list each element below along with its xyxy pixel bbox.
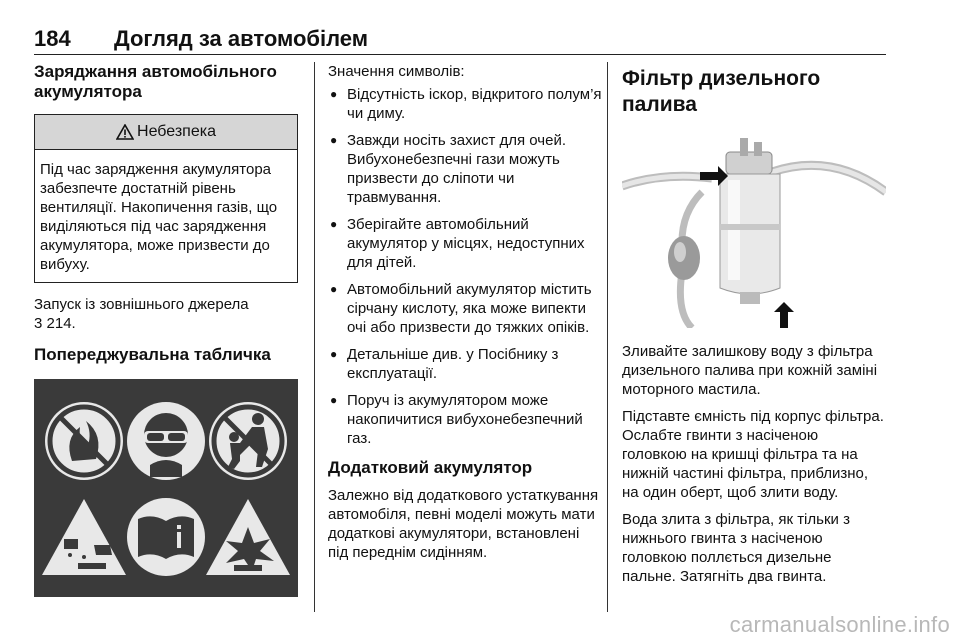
no-flame-icon	[45, 402, 123, 480]
diesel-filter-text-1: Зливайте залишкову воду з фільтра дизельного палива при кожній заміні моторного мастила.	[622, 343, 878, 398]
diesel-filter-image	[622, 132, 886, 328]
section-heading-warning-plate: Попереджувальна табличка	[34, 345, 271, 364]
read-manual-icon	[127, 498, 205, 576]
diesel-filter-text-2: Підставте ємність під корпус фільтра. Ослабте гвинти з насіченою головкою на кришці фільтра та на нижній частині фільтра, приблизно, на один оберт, щоб злити воду.	[622, 408, 884, 501]
jump-start-text: Запуск із зовнішнього джерела	[34, 296, 249, 313]
list-item: ● Детальніше див. у Посібнику з експлуатації.	[328, 345, 602, 383]
danger-box-text: Під час зарядження акумулятора забезпечте достатній рівень вентиляції. Накопичення газів, що виділяються під час зарядження акумулятора, може призвести до вибуху.	[40, 161, 278, 273]
section-heading-extra-battery: Додатковий акумулятор	[328, 458, 533, 477]
danger-box	[34, 114, 298, 283]
section-heading-diesel-filter: Фільтр дизельного палива	[622, 67, 821, 116]
page-header	[34, 20, 886, 55]
symbols-list	[328, 85, 602, 448]
column-middle	[328, 62, 602, 562]
symbols-intro: Значення символів:	[328, 63, 465, 80]
danger-box-title: Небезпека	[137, 123, 216, 140]
warning-plate-image	[34, 379, 298, 597]
list-item: ● Поруч із акумулятором може накопичитися вибухонебезпечний газ.	[328, 391, 602, 448]
warning-triangle-icon	[116, 124, 134, 140]
page-title: Догляд за автомобілем	[114, 26, 369, 51]
list-item: ● Зберігайте автомобільний акумулятор у місцях, недоступних для дітей.	[328, 215, 602, 272]
section-heading-battery-charging: Заряджання автомобільного акумулятора	[34, 62, 277, 101]
list-item: ● Автомобільний акумулятор містить сірчану кислоту, яка може випекти очі або призвести до тяжких опіків.	[328, 280, 602, 337]
column-right	[622, 62, 886, 586]
page-number: 184	[34, 26, 71, 51]
column-left	[34, 62, 298, 597]
extra-battery-text: Залежно від додаткового устаткування автомобіля, певні моделі можуть мати додаткові акумулятори, встановлені під переднім сидінням.	[328, 487, 599, 561]
keep-away-from-children-icon	[209, 402, 287, 480]
watermark: carmanualsonline.info	[729, 612, 950, 637]
diesel-filter-text-3: Вода злита з фільтра, як тільки з нижнього гвинта з насіченою головкою поллється дизельне пальне. Затягніть два гвинта.	[622, 511, 850, 585]
eye-protection-icon	[127, 402, 205, 480]
danger-box-header	[35, 115, 297, 150]
list-item: ● Завжди носіть захист для очей. Вибухонебезпечні гази можуть призвести до сліпоти чи травмування.	[328, 131, 602, 207]
list-item: ● Відсутність іскор, відкритого полум’я чи диму.	[328, 85, 602, 123]
column-divider	[314, 62, 315, 612]
column-divider	[607, 62, 608, 612]
jump-start-reference[interactable]: 3 214.	[34, 315, 76, 332]
